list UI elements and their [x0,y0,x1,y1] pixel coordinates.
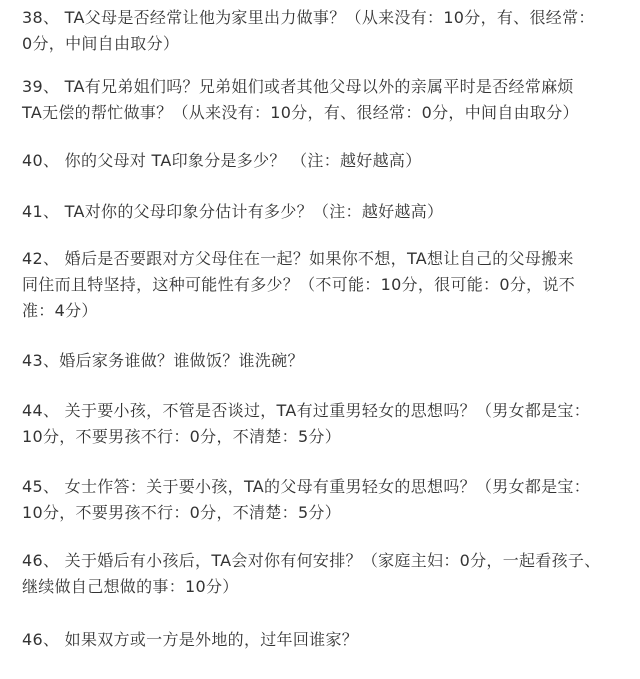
question-line: 45、 女士作答：关于要小孩，TA的父母有重男轻女的思想吗？（男女都是宝： [22,477,591,496]
question-line: 46、 如果双方或一方是外地的，过年回谁家？ [22,630,359,649]
question-line: TA无偿的帮忙做事？（从来没有：10分，有、很经常：0分，中间自由取分） [22,103,579,122]
question-38 [22,5,622,57]
question-line: 40、 你的父母对 TA印象分是多少？ （注：越好越高） [22,151,422,170]
question-42 [22,246,622,324]
question-46a [22,548,622,600]
question-line: 38、 TA父母是否经常让他为家里出力做事？（从来没有：10分，有、很经常： [22,8,595,27]
question-43 [22,348,622,374]
question-40 [22,148,622,174]
question-line: 0分，中间自由取分） [22,34,180,53]
question-45 [22,474,622,526]
question-line: 准：4分） [22,301,98,320]
question-line: 41、 TA对你的父母印象分估计有多少？（注：越好越高） [22,202,444,221]
question-39 [22,74,622,126]
question-line: 44、 关于要小孩，不管是否谈过，TA有过重男轻女的思想吗？（男女都是宝： [22,401,591,420]
question-line: 10分，不要男孩不行：0分，不清楚：5分） [22,427,342,446]
question-line: 同住而且特坚持，这种可能性有多少？（不可能：10分，很可能：0分，说不 [22,275,576,294]
question-line: 46、 关于婚后有小孩后，TA会对你有何安排？（家庭主妇：0分，一起看孩子、 [22,551,601,570]
question-41 [22,199,622,225]
question-line: 42、 婚后是否要跟对方父母住在一起？如果你不想，TA想让自己的父母搬来 [22,249,574,268]
question-46b [22,627,622,653]
question-44 [22,398,622,450]
question-line: 10分，不要男孩不行：0分，不清楚：5分） [22,503,342,522]
question-line: 39、 TA有兄弟姐们吗？兄弟姐们或者其他父母以外的亲属平时是否经常麻烦 [22,77,574,96]
question-line: 43、婚后家务谁做？谁做饭？谁洗碗？ [22,351,304,370]
question-line: 继续做自己想做的事：10分） [22,577,239,596]
